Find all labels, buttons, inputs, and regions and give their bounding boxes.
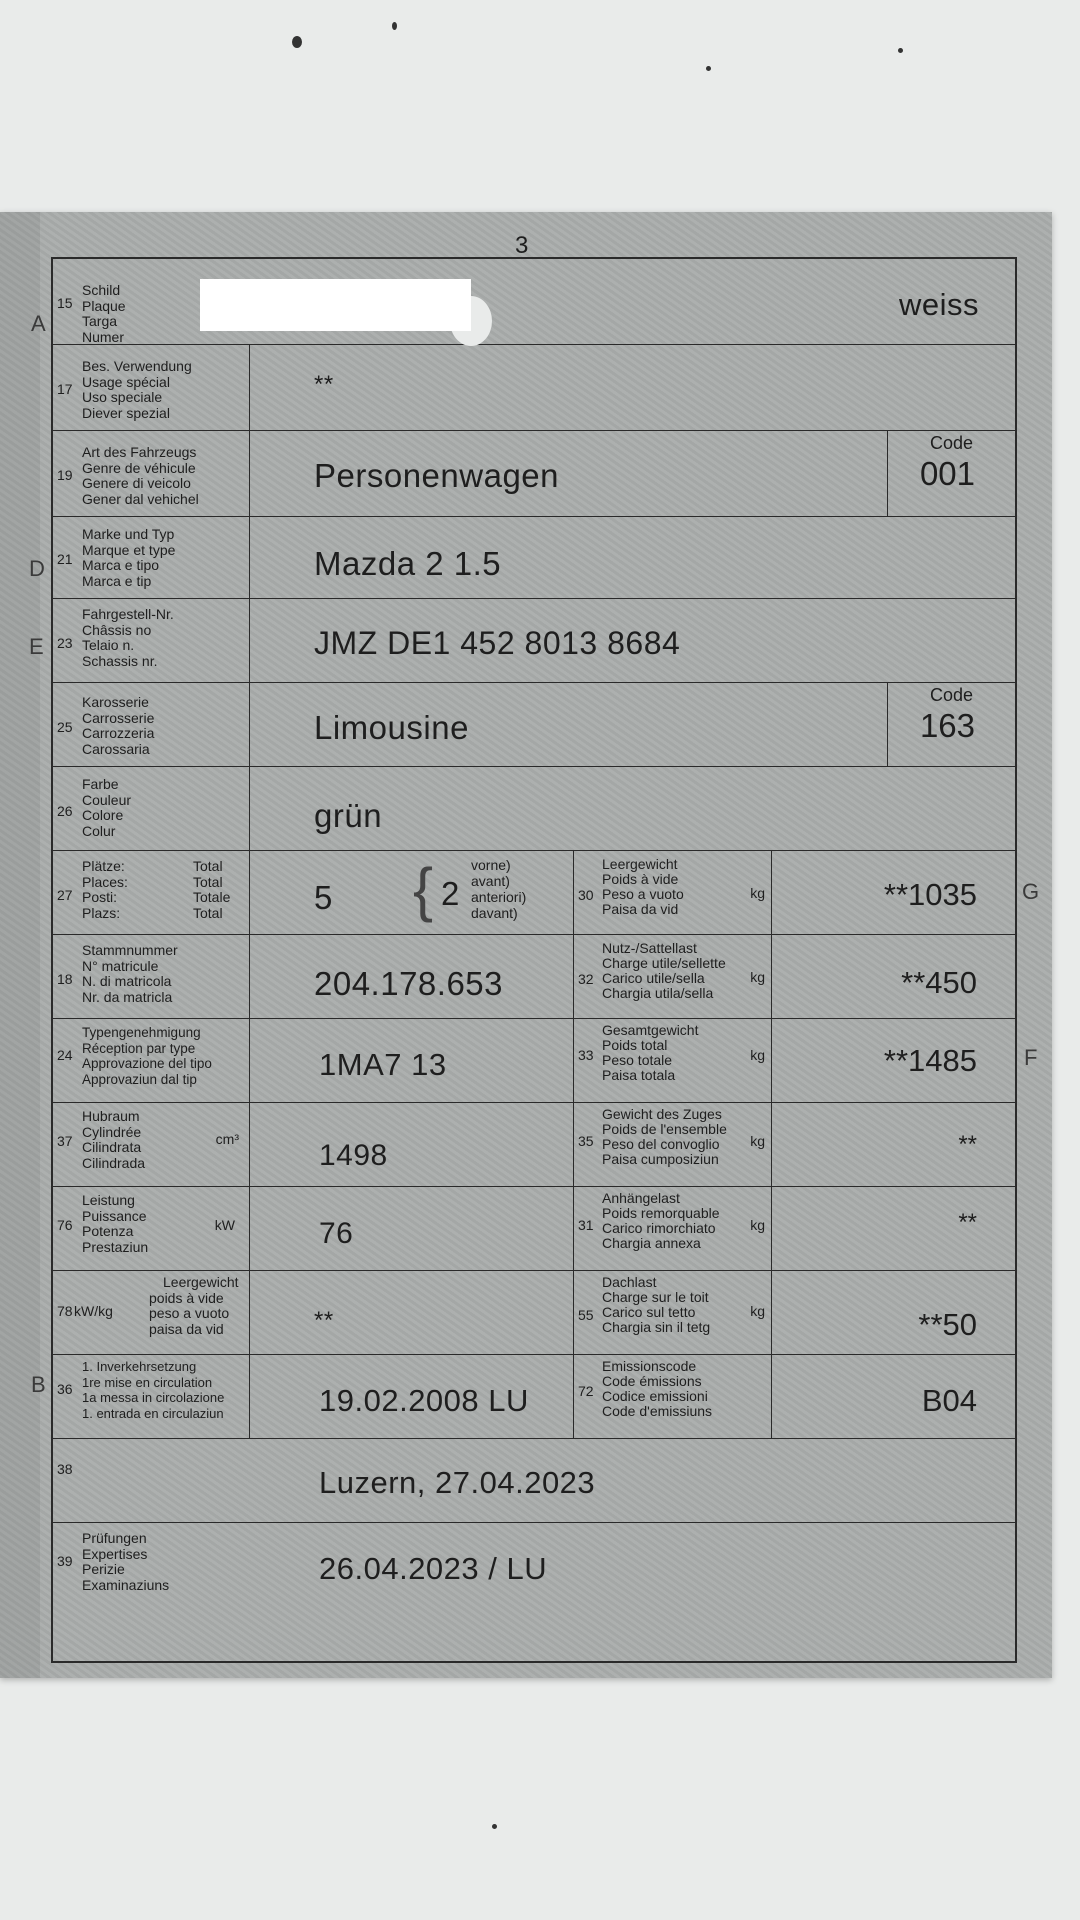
dust-speck — [492, 1824, 497, 1829]
train-weight-value: ** — [958, 1131, 977, 1158]
label-rm: Colur — [82, 822, 116, 839]
label-it: Codice emissioni — [602, 1388, 708, 1404]
label-it: Carrozzeria — [82, 725, 155, 741]
field-labels — [602, 857, 684, 917]
field-number: 78 — [57, 1303, 73, 1319]
right-label-cell — [574, 1187, 772, 1270]
label-it: Peso del convoglio — [602, 1136, 720, 1152]
label-cell — [53, 431, 250, 516]
label-cell — [53, 1355, 250, 1438]
label-de: Prüfungen — [82, 1530, 147, 1546]
unit-kg: kg — [750, 969, 765, 985]
field-labels — [602, 1359, 712, 1419]
label-fr: Poids total — [602, 1037, 668, 1053]
code-value: 001 — [919, 455, 975, 492]
label-rm: Paisa da vid — [602, 901, 679, 917]
field-number: 32 — [578, 971, 594, 987]
dust-speck — [706, 66, 711, 71]
unit-kg: kg — [750, 1047, 765, 1063]
field-number: 76 — [57, 1217, 73, 1233]
field-number: 72 — [578, 1383, 594, 1399]
field-number: 26 — [57, 803, 73, 819]
label-total-de: Total — [193, 858, 223, 874]
row-base-number-payload — [53, 935, 1015, 1019]
label-cell — [53, 517, 250, 598]
field-labels — [82, 859, 128, 921]
registration-table — [51, 257, 1017, 1663]
field-number: 39 — [57, 1553, 73, 1569]
label-fr: Poids à vide — [602, 871, 679, 887]
label-fr: Marque et type — [82, 541, 176, 558]
margin-letter-f: F — [1024, 1045, 1038, 1070]
unit-kg: kg — [750, 885, 765, 901]
body-type-code-box — [887, 683, 1015, 766]
label-fr: Puissance — [82, 1207, 147, 1224]
front-label-de: vorne) — [471, 857, 511, 873]
inspection-value: 26.04.2023 / LU — [319, 1551, 548, 1586]
row-first-registration-emission — [53, 1355, 1015, 1439]
left-half — [53, 935, 574, 1018]
label-de: Hubraum — [82, 1108, 140, 1124]
field-labels — [82, 777, 131, 839]
unit-kg: kg — [750, 1217, 765, 1233]
power-value: 76 — [319, 1217, 354, 1250]
label-de: Leergewicht — [163, 1274, 239, 1290]
vehicle-type-value: Personenwagen — [314, 457, 560, 494]
row-power-weight-roof-load — [53, 1271, 1015, 1355]
label-rm: Chargia annexa — [602, 1235, 701, 1251]
field-labels — [602, 1107, 727, 1167]
label-cell — [53, 599, 250, 682]
field-number: 35 — [578, 1133, 594, 1149]
label-it: Carico sul tetto — [602, 1304, 696, 1320]
empty-weight-value: **1035 — [883, 877, 977, 912]
label-it: Carico utile/sella — [602, 970, 705, 986]
field-number: 38 — [57, 1461, 73, 1477]
towing-load-value: ** — [958, 1209, 977, 1236]
field-labels — [602, 1023, 698, 1083]
label-total-rm: Total — [193, 904, 223, 921]
label-rm: Nr. da matricla — [82, 988, 173, 1005]
label-rm: Cilindrada — [82, 1154, 146, 1171]
left-half — [53, 1019, 574, 1102]
code-label: Code — [929, 685, 973, 705]
label-rm: Chargia sin il tetg — [602, 1319, 711, 1335]
label-it: Targa — [82, 313, 118, 329]
front-label-rm: davant) — [471, 905, 518, 921]
field-number: 21 — [57, 551, 73, 567]
redacted-plate-number — [200, 279, 471, 331]
field-labels — [82, 695, 154, 757]
label-rm: Examinaziuns — [82, 1576, 170, 1593]
label-rm: Code d'emissiuns — [602, 1403, 713, 1419]
front-label-fr: avant) — [471, 873, 510, 889]
field-number: 55 — [578, 1307, 594, 1323]
label-cell — [53, 935, 250, 1018]
row-power-towing-load — [53, 1187, 1015, 1271]
label-cell — [53, 1187, 250, 1270]
label-de: Typengenehmigung — [82, 1025, 201, 1040]
label-it: Genere di veicolo — [82, 475, 191, 491]
row-special-use — [53, 345, 1015, 431]
field-labels — [602, 941, 726, 1001]
label-fr: Places: — [82, 873, 128, 890]
issue-place-date-value: Luzern, 27.04.2023 — [319, 1465, 596, 1500]
label-fr: Réception par type — [82, 1040, 196, 1056]
label-fr: Charge sur le toit — [602, 1289, 709, 1305]
left-half — [53, 1355, 574, 1438]
dust-speck — [292, 36, 302, 48]
right-label-cell — [574, 1019, 772, 1102]
right-label-cell — [574, 1271, 772, 1354]
label-it: Peso a vuoto — [602, 886, 684, 902]
unit-kg: kg — [750, 1303, 765, 1319]
field-number: 24 — [57, 1047, 73, 1063]
label-it: Perizie — [82, 1561, 125, 1577]
unit-kw: kW — [214, 1217, 235, 1233]
field-labels — [82, 1025, 212, 1087]
field-labels — [82, 283, 126, 345]
label-rm: Gener dal vehichel — [82, 490, 199, 507]
row-displacement-train-weight — [53, 1103, 1015, 1187]
unit-kg: kg — [750, 1133, 765, 1149]
label-de: Dachlast — [602, 1274, 657, 1290]
field-labels — [82, 1531, 169, 1593]
label-de: Anhängelast — [602, 1190, 680, 1206]
label-cell — [53, 683, 250, 766]
label-fr: Cylindrée — [82, 1123, 142, 1140]
payload-value: **450 — [901, 965, 977, 1000]
first-registration-value: 19.02.2008 LU — [319, 1383, 529, 1418]
left-half — [53, 1187, 574, 1270]
label-rm: Diever spezial — [82, 404, 170, 421]
page-number: 3 — [515, 232, 529, 259]
total-weight-value: **1485 — [883, 1043, 977, 1078]
field-labels — [82, 1193, 148, 1255]
label-cell — [53, 1103, 250, 1186]
label-fr: Carrosserie — [82, 709, 155, 726]
unit-cm3: cm³ — [215, 1131, 239, 1147]
row-chassis-number — [53, 599, 1015, 683]
emission-code-value: B04 — [921, 1383, 977, 1418]
field-labels — [602, 1191, 720, 1251]
margin-letter-b: B — [31, 1372, 46, 1397]
label-de: Leistung — [82, 1192, 135, 1208]
label-it: Potenza — [82, 1223, 134, 1239]
label-it: Uso speciale — [82, 389, 163, 405]
row-issue-place-date — [53, 1439, 1015, 1523]
label-rm: Marca e tip — [82, 572, 152, 589]
margin-letter-e: E — [29, 634, 44, 659]
field-labels — [82, 359, 192, 421]
label-de: Stammnummer — [82, 942, 178, 958]
label-fr: Poids remorquable — [602, 1205, 720, 1221]
field-labels — [82, 445, 199, 507]
field-labels — [82, 607, 174, 669]
label-rm: Carossaria — [82, 740, 150, 757]
left-half — [53, 1271, 574, 1354]
label-it: Approvazione del tipo — [82, 1056, 212, 1071]
field-number: 33 — [578, 1047, 594, 1063]
row-seats-empty-weight — [53, 851, 1015, 935]
label-de: Schild — [82, 282, 121, 298]
field-labels — [82, 527, 175, 589]
label-rm: Approvaziun dal tip — [82, 1071, 197, 1087]
label-it: peso a vuoto — [149, 1305, 230, 1321]
left-half — [53, 851, 574, 934]
label-cell — [53, 1271, 250, 1354]
label-cell — [53, 345, 250, 430]
label-fr: 1re mise en circulation — [82, 1374, 213, 1390]
power-weight-value: ** — [314, 1307, 334, 1334]
field-number: 27 — [57, 887, 73, 903]
row-type-approval-total-weight — [53, 1019, 1015, 1103]
label-it: Cilindrata — [82, 1139, 142, 1155]
label-de: Art des Fahrzeugs — [82, 444, 197, 460]
label-de: Gewicht des Zuges — [602, 1106, 722, 1122]
label-rm: Schassis nr. — [82, 652, 158, 669]
field-number: 23 — [57, 635, 73, 651]
make-model-value: Mazda 2 1.5 — [314, 545, 502, 582]
label-it: Posti: — [82, 889, 118, 905]
label-fr: poids à vide — [149, 1289, 224, 1306]
label-rm: Prestaziun — [82, 1238, 149, 1255]
label-rm: Plazs: — [82, 904, 121, 921]
label-rm: Chargia utila/sella — [602, 985, 714, 1001]
label-fr: Couleur — [82, 791, 132, 808]
label-it: N. di matricola — [82, 973, 172, 989]
label-it: Carico rimorchiato — [602, 1220, 716, 1236]
label-fr: N° matricule — [82, 957, 159, 974]
color-value: grün — [314, 797, 383, 834]
label-de: Nutz-/Sattellast — [602, 940, 697, 956]
displacement-value: 1498 — [319, 1139, 388, 1172]
unit-kw-per-kg: kW/kg — [74, 1303, 113, 1319]
label-fr: Charge utile/sellette — [602, 955, 726, 971]
label-fr: Expertises — [82, 1545, 148, 1562]
field-number: 15 — [57, 295, 73, 311]
label-fr: Plaque — [82, 297, 126, 314]
row-vehicle-type — [53, 431, 1015, 517]
right-label-cell — [574, 851, 772, 934]
field-number: 17 — [57, 381, 73, 397]
label-fr: Usage spécial — [82, 373, 170, 390]
label-de: Leergewicht — [602, 856, 678, 872]
left-half — [53, 1103, 574, 1186]
plate-color-value: weiss — [898, 287, 979, 322]
card-fold-shadow — [0, 212, 40, 1678]
label-fr: Code émissions — [602, 1373, 702, 1389]
label-de: Farbe — [82, 776, 119, 792]
chassis-number-value: JMZ DE1 452 8013 8684 — [314, 625, 681, 661]
front-seats-value: 2 — [441, 875, 460, 912]
label-de: Karosserie — [82, 694, 149, 710]
row-color — [53, 767, 1015, 851]
row-inspections — [53, 1523, 1015, 1663]
row-body-type — [53, 683, 1015, 767]
right-label-cell — [574, 1103, 772, 1186]
label-rm: Paisa cumposiziun — [602, 1151, 719, 1167]
front-seats-labels — [471, 857, 526, 921]
margin-letter-a: A — [31, 311, 46, 336]
field-labels — [602, 1275, 710, 1335]
label-cell — [53, 851, 250, 934]
label-fr: Châssis no — [82, 621, 152, 638]
code-value: 163 — [919, 707, 975, 744]
label-fr: Poids de l'ensemble — [602, 1121, 727, 1137]
label-cell — [53, 767, 250, 850]
label-total-it: Totale — [193, 889, 231, 905]
field-number: 31 — [578, 1217, 594, 1233]
total-seats-value: 5 — [314, 879, 333, 916]
field-labels-total — [193, 859, 230, 921]
label-de: Plätze: — [82, 858, 125, 874]
right-label-cell — [574, 935, 772, 1018]
label-de: Marke und Typ — [82, 526, 175, 542]
margin-letter-g: G — [1022, 879, 1040, 904]
label-de: Gesamtgewicht — [602, 1022, 699, 1038]
field-number: 19 — [57, 467, 73, 483]
type-approval-value: 1MA7 13 — [319, 1047, 447, 1082]
label-it: 1a messa in circolazione — [82, 1390, 225, 1405]
field-labels — [149, 1275, 239, 1337]
brace-icon: { — [413, 856, 434, 923]
vehicle-type-code-box — [887, 431, 1015, 516]
front-label-it: anteriori) — [471, 889, 527, 905]
special-use-value: ** — [314, 371, 334, 398]
label-rm: paisa da vid — [149, 1320, 224, 1337]
row-plate — [53, 259, 1015, 345]
label-it: Colore — [82, 807, 124, 823]
label-it: Peso totale — [602, 1052, 673, 1068]
field-labels — [82, 1359, 224, 1421]
base-number-value: 204.178.653 — [314, 965, 504, 1002]
label-rm: Numer — [82, 328, 125, 345]
label-cell — [53, 1019, 250, 1102]
field-number: 18 — [57, 971, 73, 987]
label-it: Telaio n. — [82, 637, 135, 653]
dust-speck — [898, 48, 903, 53]
field-number: 30 — [578, 887, 594, 903]
label-rm: Paisa totala — [602, 1067, 676, 1083]
label-de: Fahrgestell-Nr. — [82, 606, 174, 622]
field-labels — [82, 943, 178, 1005]
label-de: 1. Inverkehrsetzung — [82, 1359, 197, 1374]
field-number: 36 — [57, 1381, 73, 1397]
label-total-fr: Total — [193, 873, 223, 890]
label-rm: 1. entrada en circulaziun — [82, 1405, 224, 1421]
label-de: Emissionscode — [602, 1358, 697, 1374]
body-type-value: Limousine — [314, 709, 469, 746]
dust-speck — [392, 22, 397, 30]
label-fr: Genre de véhicule — [82, 459, 196, 476]
right-label-cell — [574, 1355, 772, 1438]
roof-load-value: **50 — [918, 1307, 977, 1342]
label-it: Marca e tipo — [82, 557, 160, 573]
field-labels — [82, 1109, 145, 1171]
field-number: 25 — [57, 719, 73, 735]
row-make-model — [53, 517, 1015, 599]
code-label: Code — [929, 433, 973, 453]
field-number: 37 — [57, 1133, 73, 1149]
label-de: Bes. Verwendung — [82, 358, 192, 374]
margin-letter-d: D — [29, 556, 45, 581]
